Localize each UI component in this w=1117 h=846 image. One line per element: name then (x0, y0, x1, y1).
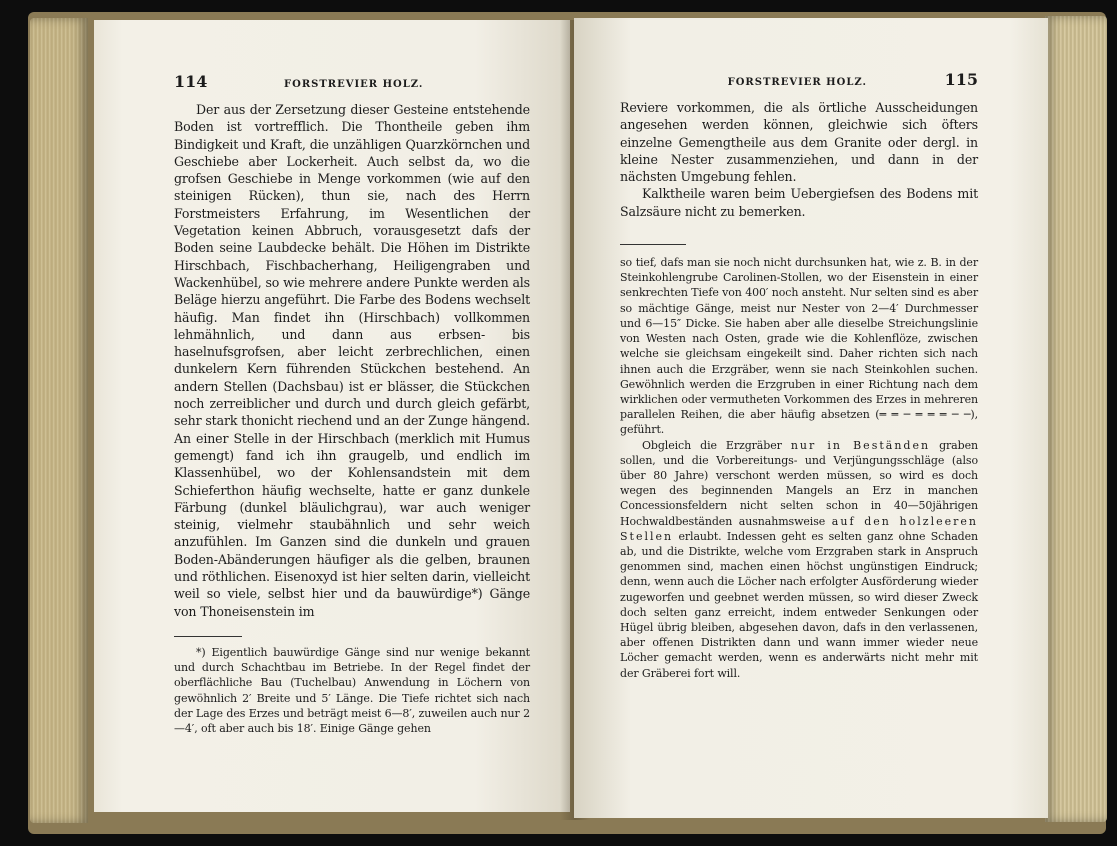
right-paragraph-1: Reviere vorkommen, die als örtliche Ausscheidungen angesehen werden können, gleichwie sich öfters einzelne Gemengtheile aus dem Granite oder dergl. in kleine Nester zusammenziehen, und dann in der nächsten Umgebung fehlen. (620, 100, 978, 185)
left-page-number: 114 (174, 72, 208, 91)
fn2-start: Obgleich die Erzgräber (642, 438, 782, 452)
right-footnote-paragraph-2 (620, 438, 978, 681)
right-paragraph-2: Kalktheile waren beim Uebergiefsen des Bodens mit Salzsäure nicht zu bemerken. (620, 186, 978, 219)
right-running-head: FORSTREVIER HOLZ. (727, 77, 867, 88)
right-page (574, 18, 1048, 818)
left-page-header (174, 72, 530, 91)
fn2-spaced-2: auf den holzleeren Stellen (620, 514, 978, 543)
left-running-head: FORSTREVIER HOLZ. (284, 79, 424, 90)
fn2-middle: graben sollen, und die Vorbereitungs- und Verjüngungsschläge (also über 80 Jahre) verschont werden müssen, so wird es doch wegen des beginnenden Mangels an Erz in manchen Concessionsfeldern nicht selten schon in 40—50jährigen Hochwaldbeständen ausnahmsweise (620, 438, 978, 528)
right-page-header (620, 70, 978, 89)
left-page-edges (30, 18, 88, 823)
left-footnote-rule (174, 636, 242, 637)
fn2-spaced-1: nur in Beständen (790, 438, 931, 452)
right-footnote-continuation: so tief, dafs man sie noch nicht durchsunken hat, wie z. B. in der Steinkohlengrube Carolinen-Stollen, wo der Eisenstein in einer senkrechten Tiefe von 400′ noch ansteht. Nur selten sind es aber so mächtige Gänge, meist nur Nester von 2—4′ Durchmesser und 6—15″ Dicke. Sie haben aber alle dieselbe Streichungslinie von Westen nach Osten, grade wie die Kohlenflöze, zwischen welche sie gleichsam eingekeilt sind. Daher richten sich nach ihnen auch die Erzgräber, wenn sie nach Steinkohlen suchen. Gewöhnlich werden die Erzgruben in einer Richtung nach dem wirklichen oder vermutheten Vorkommen des Erzes in mehreren parallelen Reihen, die aber häufig absetzen (═ ═ ─ ═ ═ ═ ─ ─), geführt. (620, 256, 978, 437)
fn2-end: erlaubt. Indessen geht es selten ganz ohne Schaden ab, und die Distrikte, welche vom Erzgraben stark in Anspruch genommen sind, machen einen höchst ungünstigen Eindruck; denn, wenn auch die Löcher nach erfolgter Ausförderung wieder zugeworfen und geebnet werden müssen, so wird dieser Zweck doch selten ganz erreicht, indem entweder Senkungen oder Hügel übrig bleiben, abgesehen davon, dafs in den verlassenen, aber offenen Distrikten dann und wann immer wieder neue Löcher gemacht werden, wenn es anderwärts nicht mehr mit der Gräberei fort will. (620, 529, 978, 680)
right-page-edges (1045, 16, 1107, 822)
left-paragraph-1: Der aus der Zersetzung dieser Gesteine entstehende Boden ist vortrefflich. Die Thontheile geben ihm Bindigkeit und Kraft, die unzähligen Quarzkörnchen und Geschiebe aber Lockerheit. Auch selbst da, wo die grofsen Geschiebe in Menge vorkommen (wie auf den steinigen Rücken), thun sie, nach des Herrn Forstmeisters Erfahrung, im Wesentlichen der Vegetation keinen Abbruch, vorausgesetzt dafs der Boden seine Laubdecke behält. Die Höhen im Distrikte Hirschbach, Fischbacherhang, Heiligengraben und Wackenhübel, so wie mehrere andere Punkte werden als Beläge hierzu angeführt. Die Farbe des Bodens wechselt häufig. Man findet ihn (Hirschbach) vollkommen lehmähnlich, und dann aus erbsen- bis haselnufsgrofsen, aber leicht zerbrechlichen, einen dunkelern Kern führenden Stückchen bestehend. An andern Stellen (Dachsbau) ist er blässer, die Stückchen noch zerreiblicher und durch und durch gleich gefärbt, sehr stark thonicht riechend und an der Zunge hängend. An einer Stelle in der Hirschbach (merklich mit Humus gemengt) fand ich ihn graugelb, und endlich im Klassenhübel, wo der Kohlensandstein mit dem Schieferthon häufig wechselte, hatte er ganz dunkele Färbung (dunkel bläulichgrau), war auch weniger steinig, vielmehr staubähnlich und sehr weich anzufühlen. Im Ganzen sind die dunkeln und grauen Boden-Abänderungen häufiger als die gelben, braunen und röthlichen. Eisenoxyd ist hier selten darin, vielleicht weil so viele, selbst hier und da bauwürdige*) Gänge von Thoneisenstein im (174, 102, 530, 619)
left-page (94, 20, 570, 812)
right-page-number: 115 (944, 70, 978, 89)
left-footnote: *) Eigentlich bauwürdige Gänge sind nur wenige bekannt und durch Schachtbau im Betriebe. In der Regel findet der oberflächliche Bau (Tuchelbau) Anwendung in Löchern von gewöhnlich 2′ Breite und 5′ Länge. Die Tiefe richtet sich nach der Lage des Erzes und beträgt meist 6—8′, zuweilen auch nur 2—4′, oft aber auch bis 18′. Einige Gänge gehen (174, 645, 530, 735)
right-footnote-rule (620, 244, 686, 245)
